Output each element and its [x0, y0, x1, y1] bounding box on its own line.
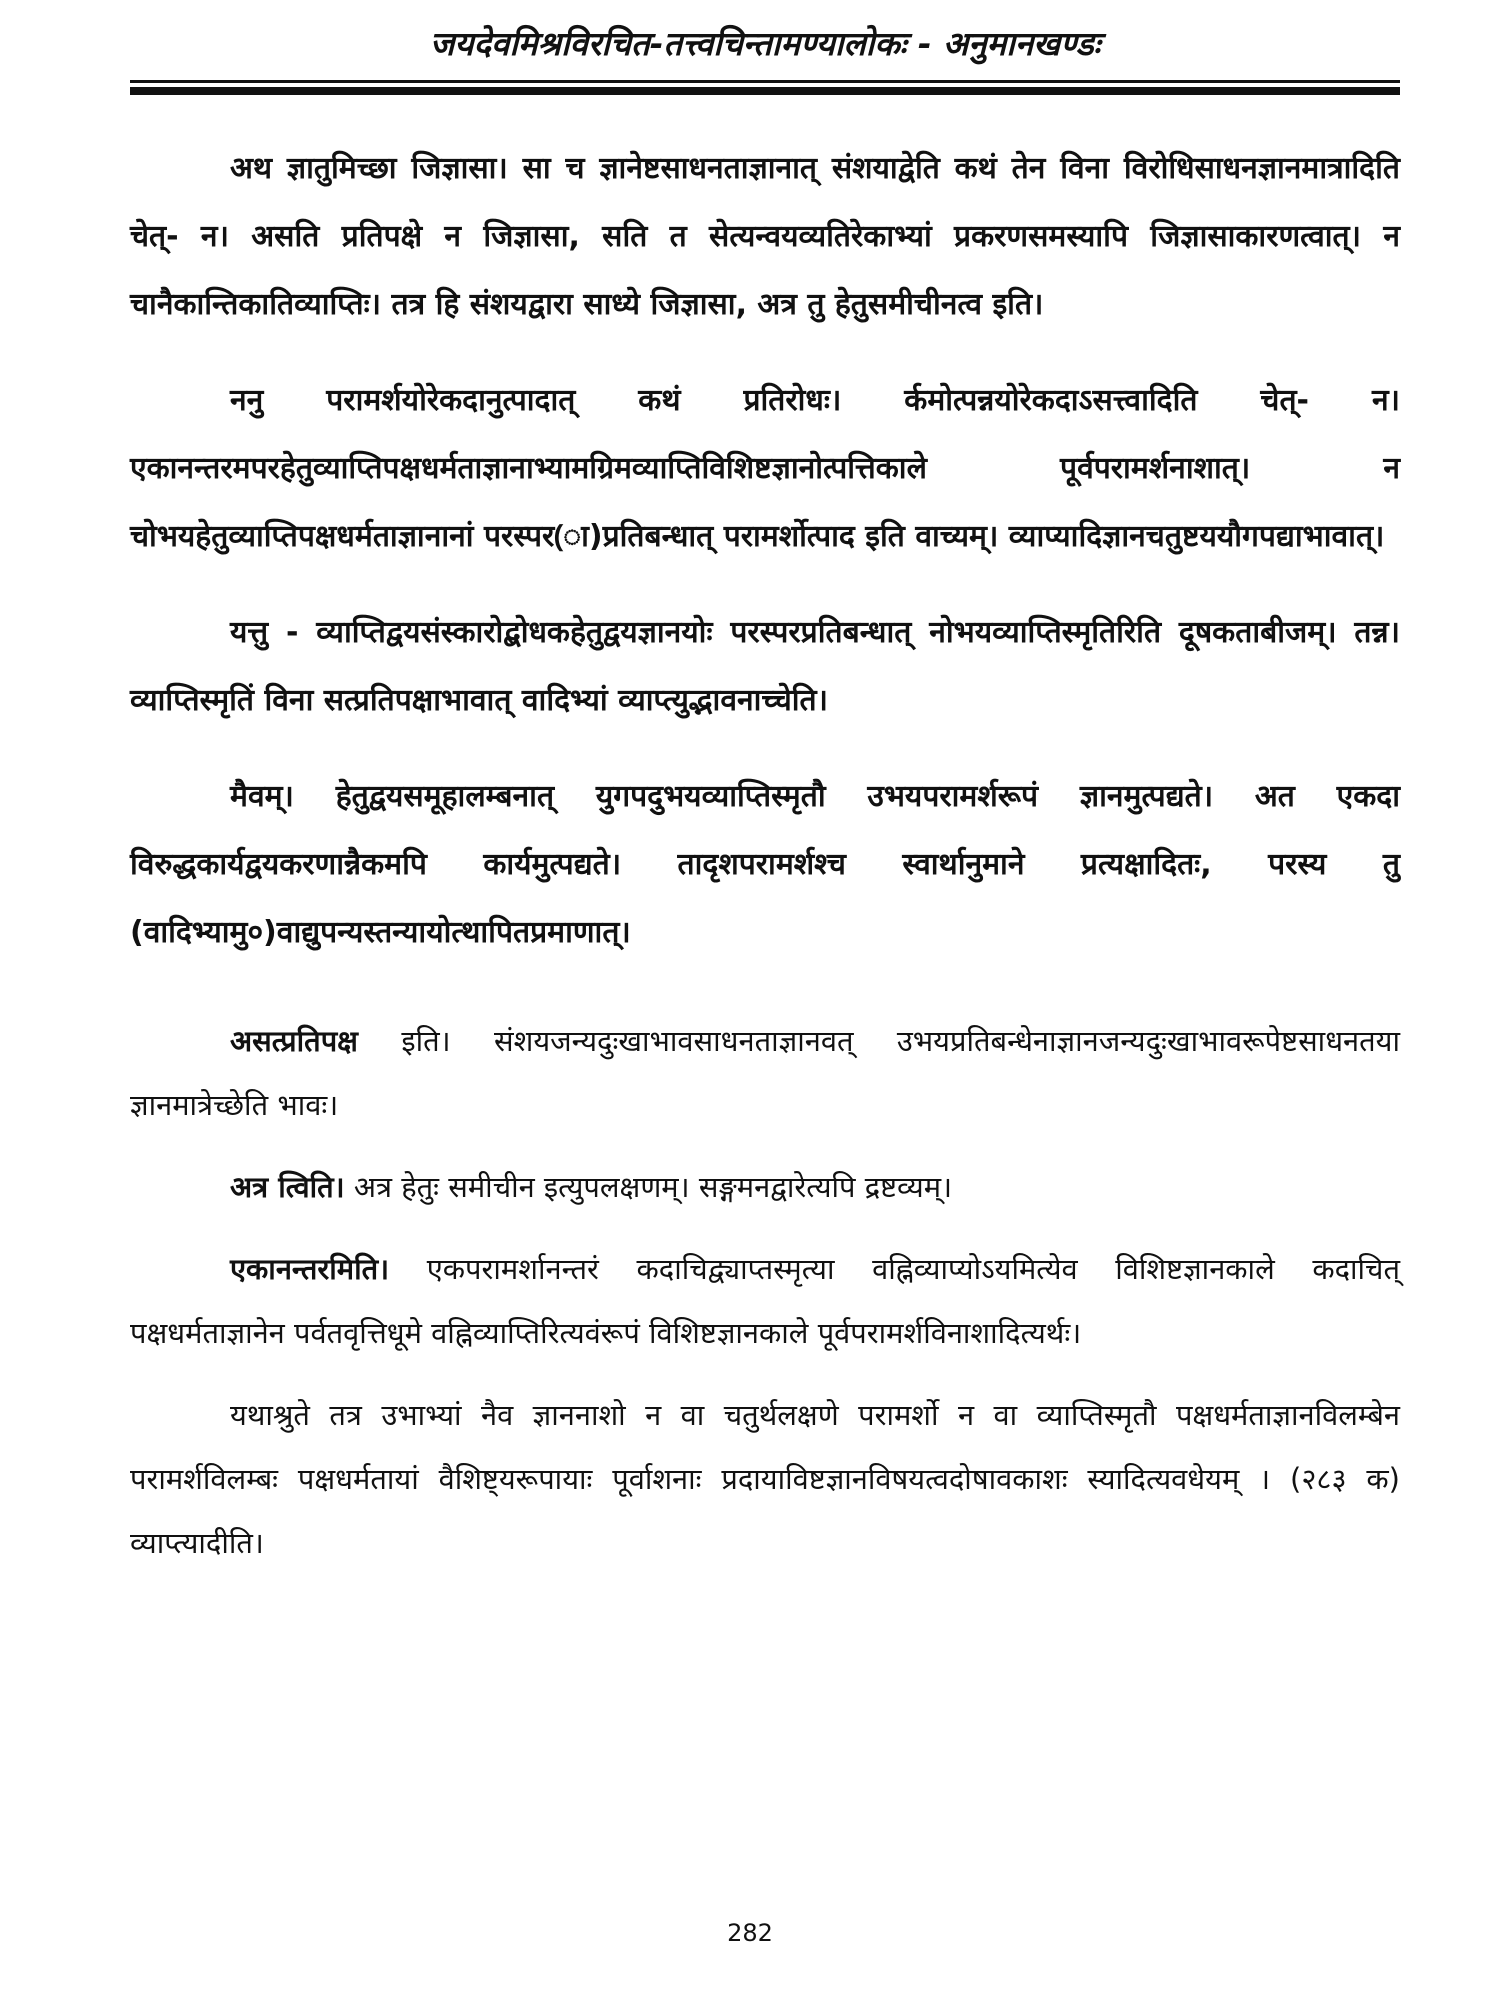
commentary-paragraph: [130, 1383, 1400, 1575]
commentary-lemma: अत्र त्विति।: [230, 1170, 345, 1204]
commentary-paragraph: [130, 1237, 1400, 1365]
running-header: जयदेवमिश्रविरचित-तत्त्वचिन्तामण्यालोकः - अनुमानखण्डः: [429, 24, 1101, 63]
commentary-lemma: एकानन्तरमिति।: [230, 1252, 390, 1286]
commentary-text: एकपरामर्शानन्तरं कदाचिद्व्याप्तस्मृत्या वह्निव्याप्योऽयमित्येव विशिष्टज्ञानकाले कदाचित् पक्षधर्मताज्ञानेन पर्वतवृत्तिधूमे वह्निव्याप्तिरित्यवंरूपं विशिष्टज्ञानकाले पूर्वपरामर्शविनाशादित्यर्थः।: [130, 1252, 1400, 1350]
commentary-text: यथाश्रुते तत्र उभाभ्यां नैव ज्ञाननाशो न वा चतुर्थलक्षणे परामर्शो न वा व्याप्तिस्मृतौ पक्षधर्मताज्ञानविलम्बेन परामर्शविलम्बः पक्षधर्मतायां वैशिष्ट्यरूपायाः पूर्वाशनाः प्रदायाविष्टज्ञानविषयत्वदोषावकाशः स्यादित्यवधेयम् । (२८३ क) व्याप्त्यादीति।: [130, 1398, 1400, 1560]
commentary-text: अत्र हेतुः समीचीन इत्युपलक्षणम्। सङ्गमनद्वारेत्यपि द्रष्टव्यम्।: [344, 1170, 953, 1204]
commentary-paragraph: [130, 1155, 1400, 1219]
mula-paragraph: मैवम्। हेतुद्वयसमूहालम्बनात् युगपदुभयव्याप्तिस्मृतौ उभयपरामर्शरूपं ज्ञानमुत्पद्यते। अत एकदा विरुद्धकार्यद्वयकरणान्नैकमपि कार्यमुत्पद्यते। तादृशपरामर्शश्च स्वार्थानुमाने प्रत्यक्षादितः, परस्य तु (वादिभ्यामु०)वाद्युपन्यस्तन्यायोत्थापितप्रमाणात्।: [130, 779, 1400, 950]
mula-paragraph: यत्तु - व्याप्तिद्वयसंस्कारोद्बोधकहेतुद्वयज्ञानयोः परस्परप्रतिबन्धात् नोभयव्याप्तिस्मृतिरिति दूषकताबीजम्। तन्न। व्याप्तिस्मृतिं विना सत्प्रतिपक्षाभावात् वादिभ्यां व्याप्त्युद्भावनाच्चेति।: [130, 615, 1400, 718]
commentary-paragraph: [130, 1009, 1400, 1137]
commentary-lemma: असत्प्रतिपक्ष: [230, 1024, 358, 1058]
header-rule-thin: [130, 80, 1400, 83]
page-number: 282: [727, 1919, 773, 1947]
commentary-text: इति। संशयजन्यदुःखाभावसाधनताज्ञानवत् उभयप्रतिबन्धेनाज्ञानजन्यदुःखाभावरूपेष्टसाधनतया ज्ञानमात्रेच्छेति भावः।: [130, 1024, 1400, 1122]
header-rule-thick: [130, 87, 1400, 95]
mula-paragraph: अथ ज्ञातुमिच्छा जिज्ञासा। सा च ज्ञानेष्टसाधनताज्ञानात् संशयाद्वेति कथं तेन विना विरोधिसाधनज्ञानमात्रादिति चेत्- न। असति प्रतिपक्षे न जिज्ञासा, सति त सेत्यन्वयव्यतिरेकाभ्यां प्रकरणसमस्यापि जिज्ञासाकारणत्वात्। न चानैकान्तिकातिव्याप्तिः। तत्र हि संशयद्वारा साध्ये जिज्ञासा, अत्र तु हेतुसमीचीनत्व इति।: [130, 151, 1400, 322]
main-text: [130, 135, 1400, 1593]
mula-paragraph: ननु परामर्शयोरेकदानुत्पादात् कथं प्रतिरोधः। र्कमोत्पन्नयोरेकदाऽसत्त्वादिति चेत्- न। एकानन्तरमपरहेतुव्याप्तिपक्षधर्मताज्ञानाभ्यामग्रिमव्याप्तिविशिष्टज्ञानोत्पत्तिकाले पूर्वपरामर्शनाशात्। न चोभयहेतुव्याप्तिपक्षधर्मताज्ञानानां परस्पर(ा)प्रतिबन्धात् परामर्शोत्पाद इति वाच्यम्। व्याप्यादिज्ञानचतुष्टययौगपद्याभावात्।: [130, 383, 1400, 554]
